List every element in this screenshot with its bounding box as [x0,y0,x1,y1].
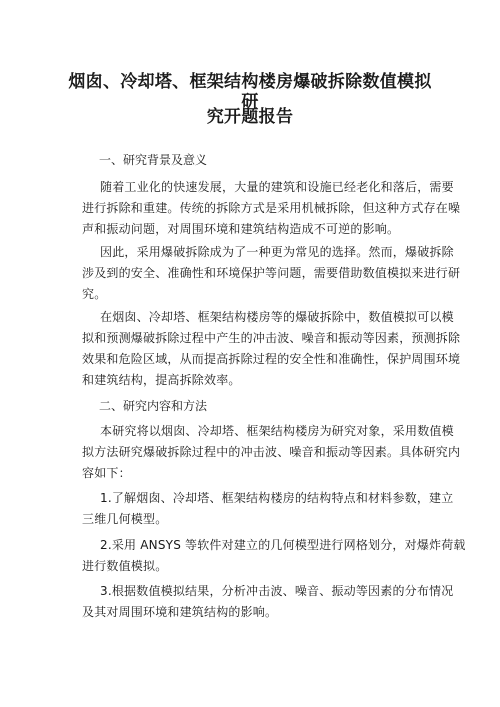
list-item-line: 进行数值模拟。 [82,559,168,573]
paragraph-line: 声和振动问题，对周围环境和建筑结构造成不可逆的影响。 [82,222,400,236]
paragraph-line: 涉及到的安全、准确性和环境保护等问题，需要借助数值模拟来进行研 [82,266,461,280]
paragraph-line: 效果和危险区域，从而提高拆除过程的安全性和准确性，保护周围环境 [82,352,461,366]
paragraph-line: 和建筑结构，提高拆除效率。 [82,373,241,387]
paragraph-line: 因此，采用爆破拆除成为了一种更为常见的选择。然而，爆破拆除 [100,245,454,259]
paragraph-line: 进行拆除和重建。传统的拆除方式是采用机械拆除，但这种方式存在噪 [82,201,461,215]
list-item-line: 及其对周围环境和建筑结构的影响。 [82,605,278,619]
section-heading-background: 一、研究背景及意义 [99,153,208,167]
paragraph-line: 本研究将以烟囱、冷却塔、框架结构楼房为研究对象，采用数值模 [100,424,454,438]
paragraph-line: 究。 [82,287,107,301]
list-item-line: 三维几何模型。 [82,512,168,526]
document-title-line-2: 究开题报告 [206,107,294,127]
paragraph-line: 容如下： [82,466,131,480]
document-title-line-1: 烟囱、冷却塔、框架结构楼房爆破拆除数值模拟研 [68,72,432,112]
paragraph-line: 拟和预测爆破拆除过程中产生的冲击波、噪音和振动等因素，预测拆除 [82,331,461,345]
paragraph-line: 随着工业化的快速发展，大量的建筑和设施已经老化和落后，需要 [100,180,454,194]
list-item-line: 1.了解烟囱、冷却塔、框架结构楼房的结构特点和材料参数，建立 [100,491,454,505]
paragraph-line: 在烟囱、冷却塔、框架结构楼房等的爆破拆除中，数值模拟可以模 [100,310,454,324]
list-item-line: 2.采用 ANSYS 等软件对建立的几何模型进行网格划分，对爆炸荷载 [100,538,466,552]
section-heading-content-methods: 二、研究内容和方法 [99,399,208,413]
list-item-line: 3.根据数值模拟结果，分析冲击波、噪音、振动等因素的分布情况 [100,584,454,598]
paragraph-line: 拟方法研究爆破拆除过程中的冲击波、噪音和振动等因素。具体研究内 [82,445,461,459]
